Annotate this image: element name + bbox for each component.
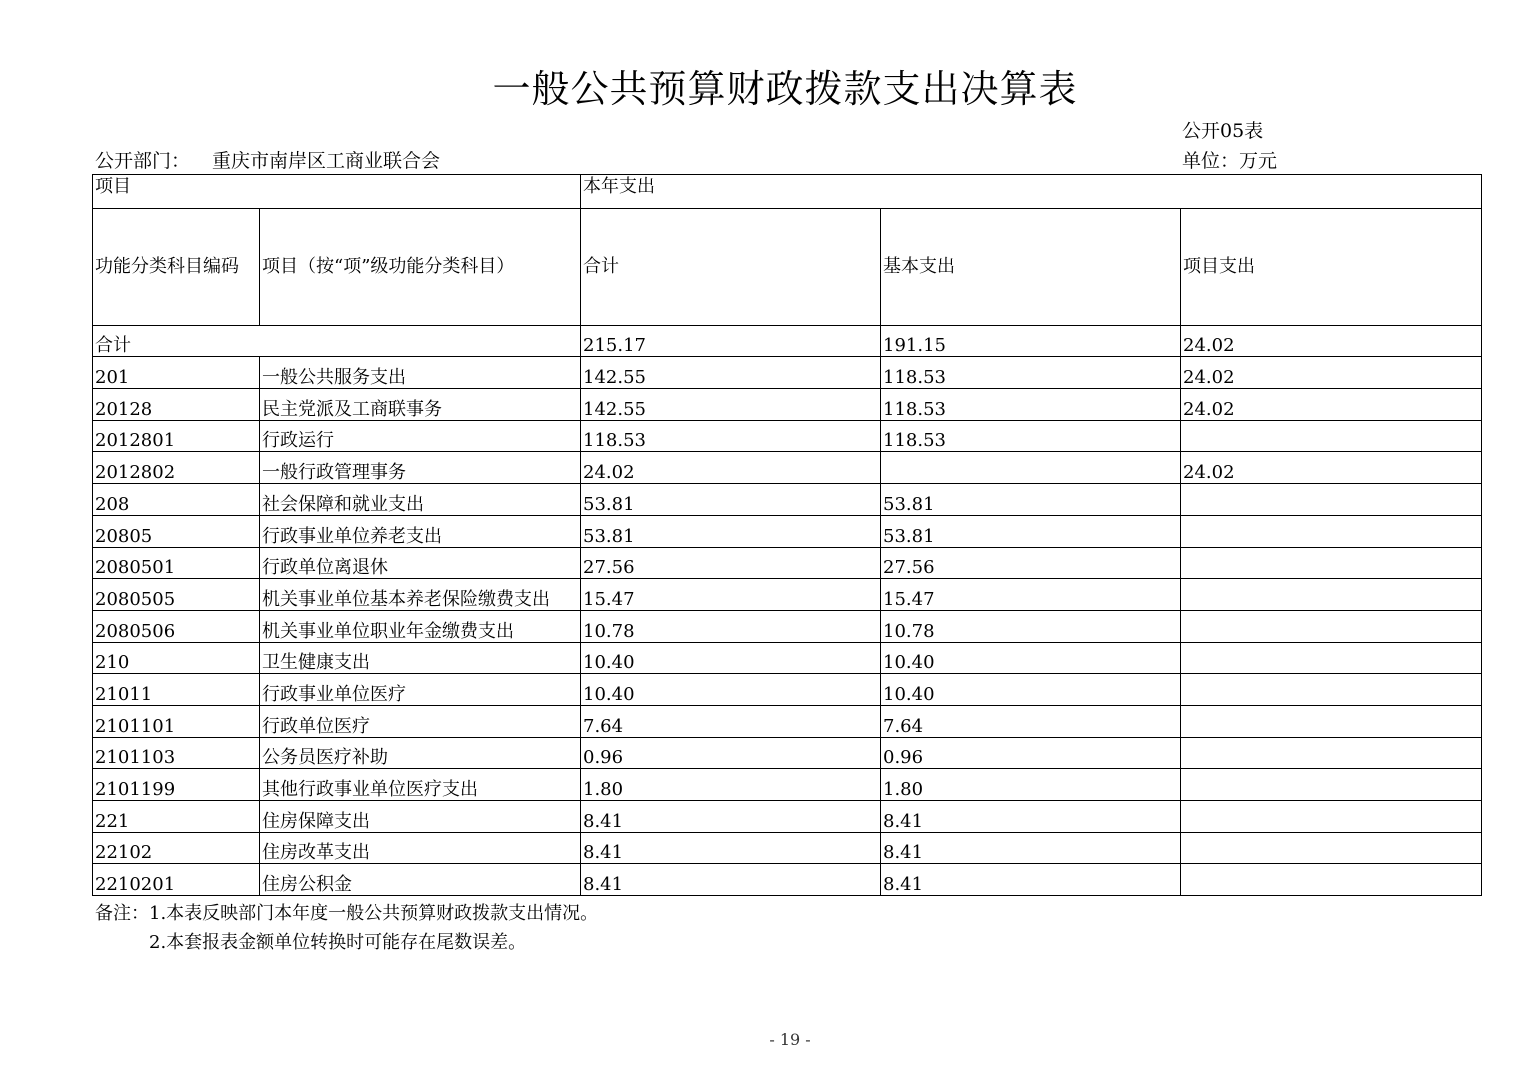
cell-name: 行政事业单位养老支出: [260, 515, 581, 547]
table-row: [93, 705, 1482, 737]
cell-name: 住房保障支出: [260, 801, 581, 833]
cell-total: 142.55: [581, 389, 881, 421]
cell-code: 208: [93, 484, 260, 516]
table-row: [93, 769, 1482, 801]
table-row: [93, 674, 1482, 706]
cell-code: 2012802: [93, 452, 260, 484]
cell-basic: 8.41: [881, 832, 1181, 864]
header-code: 功能分类科目编码: [93, 208, 260, 325]
cell-basic: 0.96: [881, 737, 1181, 769]
cell-code: 201: [93, 357, 260, 389]
table-row: [93, 389, 1482, 421]
table-row: [93, 642, 1482, 674]
unit-label: 单位：万元: [1182, 150, 1278, 172]
cell-name: 机关事业单位职业年金缴费支出: [260, 610, 581, 642]
cell-code: 221: [93, 801, 260, 833]
table-row: [93, 737, 1482, 769]
cell-total: 118.53: [581, 420, 881, 452]
cell-project: [1181, 705, 1482, 737]
cell-basic: 53.81: [881, 515, 1181, 547]
cell-total: 24.02: [581, 452, 881, 484]
cell-name: 行政单位医疗: [260, 705, 581, 737]
cell-project: [1181, 610, 1482, 642]
total-project: 24.02: [1181, 325, 1482, 357]
cell-project: [1181, 769, 1482, 801]
cell-name: 行政事业单位医疗: [260, 674, 581, 706]
cell-total: 8.41: [581, 832, 881, 864]
header-item: 项目: [93, 175, 581, 209]
table-row: [93, 579, 1482, 611]
cell-code: 21011: [93, 674, 260, 706]
cell-code: 20128: [93, 389, 260, 421]
cell-basic: 1.80: [881, 769, 1181, 801]
cell-basic: 118.53: [881, 357, 1181, 389]
cell-name: 民主党派及工商联事务: [260, 389, 581, 421]
header-current-year: 本年支出: [581, 175, 1482, 209]
table-row: [93, 420, 1482, 452]
cell-project: [1181, 832, 1482, 864]
cell-project: [1181, 420, 1482, 452]
header-project: 项目支出: [1181, 208, 1482, 325]
table-row: [93, 515, 1482, 547]
table-row: [93, 801, 1482, 833]
cell-basic: 8.41: [881, 864, 1181, 896]
cell-code: 2101101: [93, 705, 260, 737]
cell-project: 24.02: [1181, 357, 1482, 389]
cell-name: 一般公共服务支出: [260, 357, 581, 389]
cell-name: 行政单位离退休: [260, 547, 581, 579]
cell-code: 2012801: [93, 420, 260, 452]
total-label: 合计: [93, 325, 581, 357]
total-basic: 191.15: [881, 325, 1181, 357]
header-item-name: 项目（按“项”级功能分类科目）: [260, 208, 581, 325]
cell-total: 53.81: [581, 484, 881, 516]
page-number: - 19 -: [769, 1030, 811, 1049]
header-row-2: [93, 208, 1482, 325]
cell-basic: 118.53: [881, 389, 1181, 421]
table-row: [93, 832, 1482, 864]
cell-project: [1181, 801, 1482, 833]
cell-basic: 10.78: [881, 610, 1181, 642]
form-number: 公开05表: [1182, 120, 1264, 142]
cell-code: 20805: [93, 515, 260, 547]
cell-project: [1181, 674, 1482, 706]
header-basic: 基本支出: [881, 208, 1181, 325]
cell-code: 210: [93, 642, 260, 674]
cell-code: 2080501: [93, 547, 260, 579]
cell-project: [1181, 547, 1482, 579]
cell-code: 2101199: [93, 769, 260, 801]
cell-total: 10.78: [581, 610, 881, 642]
total-row: [93, 325, 1482, 357]
header-row-1: [93, 175, 1482, 209]
cell-name: 其他行政事业单位医疗支出: [260, 769, 581, 801]
cell-total: 10.40: [581, 674, 881, 706]
cell-total: 1.80: [581, 769, 881, 801]
cell-basic: 8.41: [881, 801, 1181, 833]
cell-basic: 10.40: [881, 642, 1181, 674]
cell-project: [1181, 579, 1482, 611]
cell-basic: 53.81: [881, 484, 1181, 516]
cell-name: 机关事业单位基本养老保险缴费支出: [260, 579, 581, 611]
table-row: [93, 484, 1482, 516]
table-row: [93, 452, 1482, 484]
cell-project: 24.02: [1181, 389, 1482, 421]
expenditure-table: [92, 174, 1482, 896]
cell-project: [1181, 642, 1482, 674]
notes: [95, 899, 598, 957]
cell-basic: [881, 452, 1181, 484]
cell-basic: 10.40: [881, 674, 1181, 706]
cell-code: 2210201: [93, 864, 260, 896]
cell-name: 住房改革支出: [260, 832, 581, 864]
cell-basic: 118.53: [881, 420, 1181, 452]
cell-project: [1181, 737, 1482, 769]
cell-code: 2101103: [93, 737, 260, 769]
cell-total: 8.41: [581, 864, 881, 896]
cell-code: 2080505: [93, 579, 260, 611]
cell-name: 行政运行: [260, 420, 581, 452]
table-row: [93, 547, 1482, 579]
cell-total: 27.56: [581, 547, 881, 579]
cell-project: 24.02: [1181, 452, 1482, 484]
cell-name: 一般行政管理事务: [260, 452, 581, 484]
cell-basic: 27.56: [881, 547, 1181, 579]
header-total: 合计: [581, 208, 881, 325]
cell-total: 142.55: [581, 357, 881, 389]
cell-project: [1181, 515, 1482, 547]
cell-total: 53.81: [581, 515, 881, 547]
cell-total: 10.40: [581, 642, 881, 674]
cell-total: 8.41: [581, 801, 881, 833]
cell-name: 卫生健康支出: [260, 642, 581, 674]
department-name: 重庆市南岸区工商业联合会: [212, 150, 441, 172]
department-line: [95, 146, 440, 173]
cell-project: [1181, 484, 1482, 516]
cell-code: 22102: [93, 832, 260, 864]
table-row: [93, 864, 1482, 896]
cell-basic: 15.47: [881, 579, 1181, 611]
cell-name: 公务员医疗补助: [260, 737, 581, 769]
total-total: 215.17: [581, 325, 881, 357]
table-row: [93, 357, 1482, 389]
cell-total: 15.47: [581, 579, 881, 611]
cell-project: [1181, 864, 1482, 896]
cell-code: 2080506: [93, 610, 260, 642]
note-1: 备注：1.本表反映部门本年度一般公共预算财政拨款支出情况。: [95, 903, 599, 924]
cell-name: 住房公积金: [260, 864, 581, 896]
department-label: 公开部门：: [95, 150, 191, 172]
cell-basic: 7.64: [881, 705, 1181, 737]
note-2: 2.本套报表金额单位转换时可能存在尾数误差。: [149, 932, 527, 953]
table-row: [93, 610, 1482, 642]
page-title: 一般公共预算财政拨款支出决算表: [492, 67, 1078, 111]
cell-total: 0.96: [581, 737, 881, 769]
cell-name: 社会保障和就业支出: [260, 484, 581, 516]
cell-total: 7.64: [581, 705, 881, 737]
